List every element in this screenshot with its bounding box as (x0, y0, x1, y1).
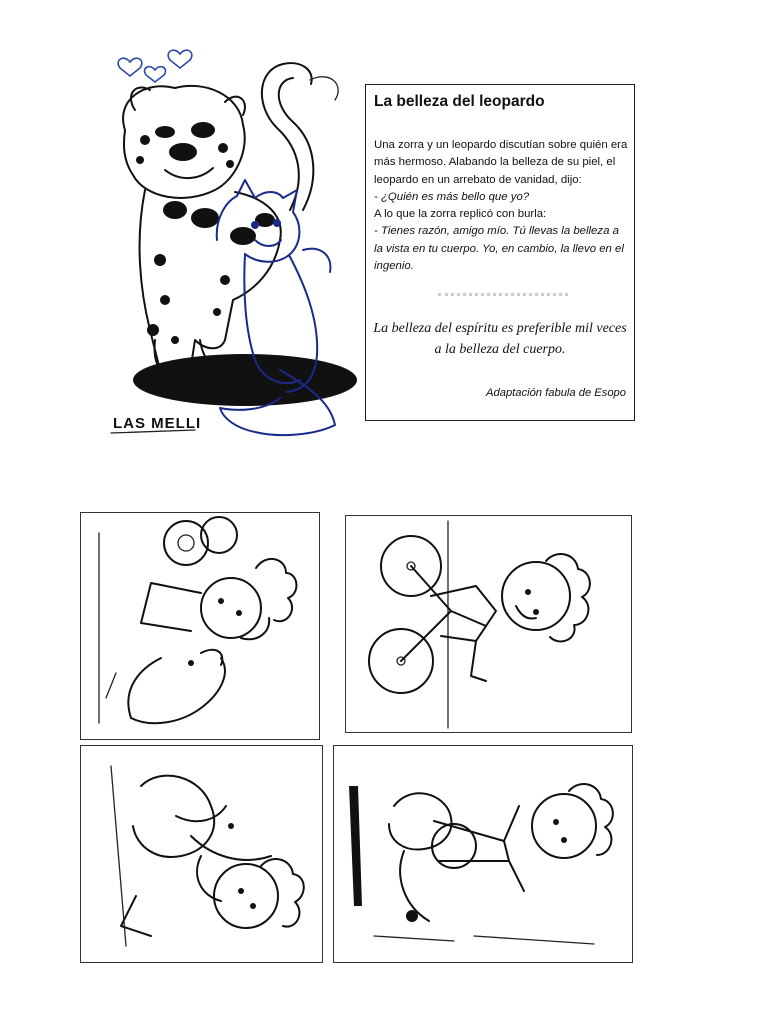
story-box (365, 84, 635, 421)
chase-icon (334, 746, 631, 961)
moral-line-1: La belleza del espíritu es preferible mil veces (373, 321, 627, 336)
comic-panel-4 (333, 745, 633, 963)
story-line: Una zorra y un leopardo discutían sobre quién era (374, 139, 628, 151)
dog-icon (81, 746, 321, 961)
dotted-divider (438, 293, 568, 296)
story-line: ingenio. (374, 260, 414, 273)
story-title: La belleza del leopardo (374, 93, 545, 110)
ground-shadow (133, 354, 357, 406)
story-line: A lo que la zorra replicó con burla: (374, 208, 547, 221)
story-line: - Tienes razón, amigo mío. Tú llevas la belleza a (374, 225, 619, 238)
hearts-icon (118, 50, 192, 82)
artist-signature: LAS MELLI (113, 415, 202, 432)
story-moral (366, 318, 634, 360)
comic-panel-3 (80, 745, 323, 963)
moral-line-2: a la belleza del cuerpo. (434, 342, 566, 357)
comic-panel-2 (345, 515, 632, 733)
fallen-boy-icon (81, 513, 318, 738)
story-body (374, 137, 626, 275)
story-line: - ¿Quién es más bello que yo? (374, 190, 530, 203)
story-line: más hermoso. Alabando la belleza de su piel, el (374, 156, 616, 169)
leopard-fox-illustration (105, 40, 360, 455)
story-line: la vista en tu cuerpo. Yo, en cambio, la llevo en el (374, 242, 624, 255)
bicycle-icon (346, 516, 630, 731)
comic-panel-1 (80, 512, 320, 740)
story-line: leopardo en un arrebato de vanidad, dijo: (374, 173, 582, 186)
story-credit: Adaptación fabula de Esopo (486, 387, 626, 399)
